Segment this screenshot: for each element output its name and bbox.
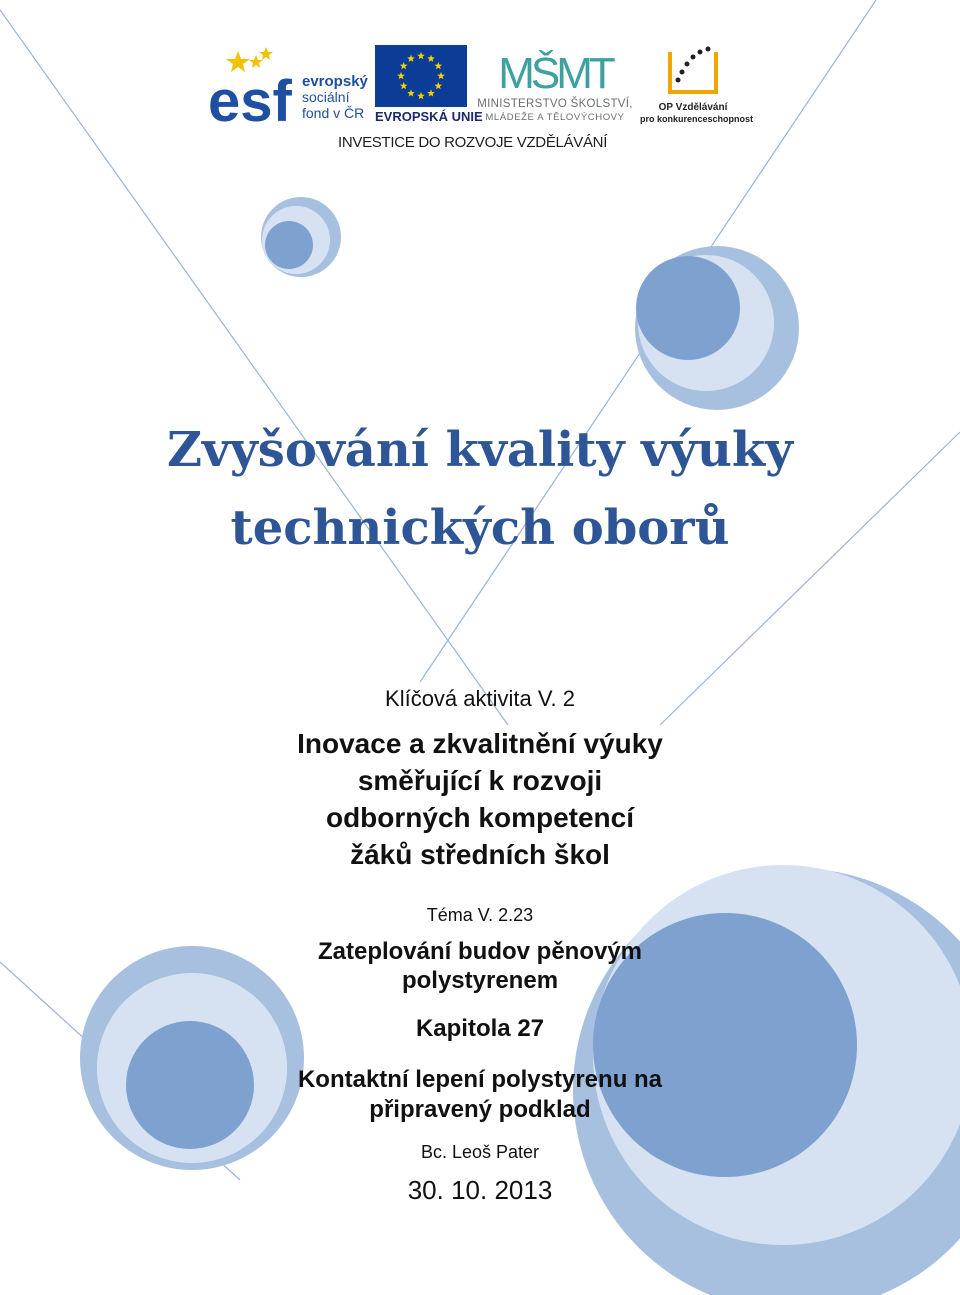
eu-star-icon xyxy=(437,72,445,79)
op-dot-icon xyxy=(685,62,690,67)
esf-mark-icon xyxy=(208,45,368,134)
op-dot-icon xyxy=(706,47,711,52)
innovation-line-3: odborných kompetencí xyxy=(325,802,635,833)
innovation-line-2: směřující k rozvoji xyxy=(357,765,603,796)
op-logo xyxy=(640,44,754,126)
circle-medium-inner xyxy=(636,256,740,360)
msmt-logo xyxy=(474,44,636,126)
msmt-line-2: MLÁDEŽE A TĚLOVÝCHOVY xyxy=(485,112,625,123)
esf-star-icon xyxy=(249,55,263,68)
esf-star-icon xyxy=(259,47,273,60)
eu-stars-icon xyxy=(375,45,467,107)
topic-label: Téma V. 2.23 xyxy=(426,905,534,925)
op-line-1: OP Vzdělávání xyxy=(658,102,728,113)
investment-banner: INVESTICE DO ROZVOJE VZDĚLÁVÁNÍ xyxy=(338,134,608,151)
eu-star-icon xyxy=(407,55,415,62)
esf-line-3: fond v ČR xyxy=(302,105,365,121)
innovation-line-4: žáků středních škol xyxy=(350,839,610,870)
eu-star-icon xyxy=(407,89,415,96)
eu-label: EVROPSKÁ UNIE xyxy=(375,109,483,124)
op-dot-icon xyxy=(676,78,681,83)
op-dot-icon xyxy=(698,50,703,55)
eu-star-icon xyxy=(435,82,443,89)
msmt-line-1: MINISTERSTVO ŠKOLSTVÍ, xyxy=(477,98,633,110)
esf-line-1: evropský xyxy=(302,73,368,90)
topic-title-line-2: polystyrenem xyxy=(401,967,559,994)
eu-logo xyxy=(375,45,483,125)
chapter-title-line-2: připravený podklad xyxy=(369,1096,591,1123)
op-dot-icon xyxy=(680,70,685,75)
document-date: 30. 10. 2013 xyxy=(407,1175,553,1205)
eu-star-icon xyxy=(397,72,405,79)
op-mark-icon xyxy=(664,44,722,100)
eu-star-icon xyxy=(427,55,435,62)
chapter-title-line-1: Kontaktní lepení polystyrenu na xyxy=(297,1066,663,1093)
msmt-mark-icon xyxy=(498,44,612,98)
op-dot-icon xyxy=(691,55,696,60)
chapter-label: Kapitola 27 xyxy=(415,1015,545,1042)
topic-title-line-1: Zateplování budov pěnovým xyxy=(317,938,643,965)
eu-star-icon xyxy=(417,52,425,59)
esf-mark-text: esf xyxy=(208,69,292,134)
eu-star-icon xyxy=(417,92,425,99)
main-title-line-2: technických oborů xyxy=(230,500,730,556)
key-activity: Klíčová aktivita V. 2 xyxy=(385,686,575,711)
circle-small-inner xyxy=(265,221,313,269)
author-name: Bc. Leoš Pater xyxy=(420,1142,540,1162)
op-line-2: pro konkurenceschopnost xyxy=(640,114,754,124)
esf-logo xyxy=(208,45,368,134)
esf-line-2: sociální xyxy=(302,89,350,105)
msmt-mark-text: MŠMT xyxy=(498,49,612,98)
eu-star-icon xyxy=(400,62,408,69)
eu-star-icon xyxy=(427,89,435,96)
eu-star-icon xyxy=(400,82,408,89)
innovation-line-1: Inovace a zkvalitnění výuky xyxy=(297,728,663,759)
main-title-line-1: Zvyšování kvality výuky xyxy=(166,422,793,478)
eu-star-icon xyxy=(435,62,443,69)
eu-flag-icon xyxy=(375,45,467,107)
